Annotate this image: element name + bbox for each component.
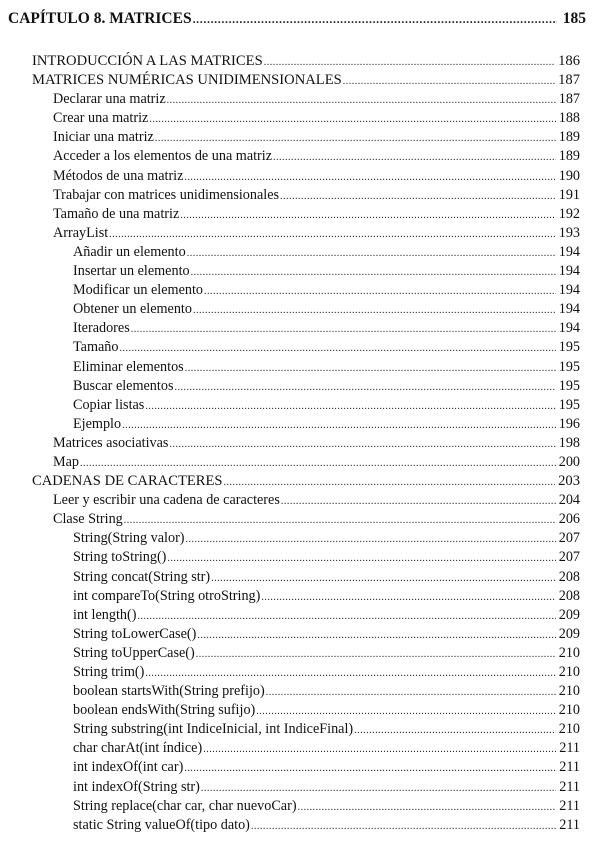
- toc-entry: [0, 720, 600, 739]
- toc-entry-title: String toLowerCase(): [73, 625, 197, 642]
- toc-entry: [0, 529, 600, 548]
- toc-entry: [0, 797, 600, 816]
- toc-entry-page-number: 210: [558, 702, 580, 719]
- toc-entry-page-number: 210: [558, 721, 580, 738]
- toc-entry-title: Trabajar con matrices unidimensionales: [53, 186, 280, 203]
- toc-entry-page-number: 191: [558, 186, 580, 203]
- dot-leader: [298, 798, 557, 817]
- toc-entry-title: Map: [53, 453, 80, 470]
- toc-entry-page-number: 211: [559, 797, 580, 814]
- toc-entry: [0, 319, 600, 338]
- toc-entry: [0, 568, 600, 587]
- toc-entry: [0, 663, 600, 682]
- dot-leader: [131, 320, 556, 339]
- dot-leader: [80, 454, 556, 473]
- toc-entry: [0, 625, 600, 644]
- toc-entry: [0, 109, 600, 128]
- toc-entry: [0, 224, 600, 243]
- toc-entry-page-number: 194: [558, 282, 580, 299]
- toc-entry: [0, 338, 600, 357]
- toc-entry-title: String replace(char car, char nuevoCar): [73, 797, 297, 814]
- toc-entry-page-number: 208: [558, 587, 580, 604]
- toc-entry-title: Buscar elementos: [73, 377, 174, 394]
- toc-entry-title: Copiar listas: [73, 396, 145, 413]
- toc-entry-page-number: 198: [558, 434, 580, 451]
- toc-entry-title: Modificar un elemento: [73, 282, 204, 299]
- dot-leader: [167, 91, 556, 110]
- toc-entry-page-number: 208: [558, 568, 580, 585]
- toc-entry-page-number: 207: [558, 549, 580, 566]
- dot-leader: [251, 817, 556, 836]
- toc-entry: [0, 128, 600, 147]
- toc-entry: [0, 701, 600, 720]
- dot-leader: [120, 339, 556, 358]
- toc-entry-page-number: 195: [558, 339, 580, 356]
- dot-leader: [196, 645, 556, 664]
- toc-entry-page-number: 188: [558, 110, 580, 127]
- toc-entry-title: ArrayList: [53, 224, 109, 241]
- toc-entry-title: int indexOf(int car): [73, 759, 184, 776]
- toc-entry: [0, 262, 600, 281]
- toc-entry: [0, 358, 600, 377]
- dot-leader: [264, 53, 555, 72]
- dot-leader: [281, 492, 556, 511]
- toc-entry: [0, 186, 600, 205]
- toc-entry-page-number: 186: [558, 53, 580, 69]
- dot-leader: [122, 416, 556, 435]
- toc-entry-title: String concat(String str): [73, 568, 211, 585]
- toc-entry-page-number: 211: [559, 759, 580, 776]
- toc-entry-page-number: 195: [558, 358, 580, 375]
- toc-entry-page-number: 209: [558, 606, 580, 623]
- dot-leader: [191, 263, 556, 282]
- toc-entry: [0, 167, 600, 186]
- toc-entry-title: Leer y escribir una cadena de caracteres: [53, 492, 280, 509]
- dot-leader: [167, 549, 555, 568]
- toc-entry-title: Ejemplo: [73, 415, 122, 432]
- dot-leader: [203, 740, 556, 759]
- toc-entry: [0, 816, 600, 835]
- toc-entry-title: Iteradores: [73, 320, 130, 337]
- toc-entry: [0, 453, 600, 472]
- toc-entry-page-number: 204: [558, 492, 580, 509]
- toc-entry-page-number: 200: [558, 453, 580, 470]
- toc-entry: [0, 606, 600, 625]
- toc-entry-page-number: 211: [559, 740, 580, 757]
- toc-entry-page-number: 206: [558, 511, 580, 528]
- toc-entry: [0, 52, 600, 71]
- toc-entry-title: Tamaño: [73, 339, 119, 356]
- toc-entry-title: Tamaño de una matriz: [53, 205, 180, 222]
- dot-leader: [201, 779, 556, 798]
- dot-leader: [211, 569, 556, 588]
- toc-entry: [0, 90, 600, 109]
- toc-entry: [0, 415, 600, 434]
- dot-leader: [149, 110, 555, 129]
- toc-entry-page-number: 203: [558, 473, 580, 490]
- toc-entry-title: char charAt(int índice): [73, 740, 203, 757]
- toc-entry-title: String substring(int IndiceInicial, int IndiceFinal): [73, 721, 354, 738]
- toc-entry-page-number: 211: [559, 816, 580, 833]
- toc-entry-page-number: 193: [558, 224, 580, 241]
- toc-entry: [0, 300, 600, 319]
- toc-entry-title: int indexOf(String str): [73, 778, 200, 795]
- dot-leader: [256, 702, 555, 721]
- toc-entry: [0, 491, 600, 510]
- toc-entry: [0, 682, 600, 701]
- toc-entry-page-number: 209: [558, 625, 580, 642]
- toc-entry-title: boolean startsWith(String prefijo): [73, 683, 265, 700]
- toc-entry-title: Insertar un elemento: [73, 263, 190, 280]
- toc-entry-page-number: 195: [558, 396, 580, 413]
- toc-entry-title: Métodos de una matriz: [53, 167, 184, 184]
- toc-entry-page-number: 210: [558, 664, 580, 680]
- dot-leader: [155, 129, 556, 148]
- toc-entry-title: Añadir un elemento: [73, 243, 186, 260]
- toc-entry-title: static String valueOf(tipo dato): [73, 816, 250, 833]
- toc-entry-title: Declarar una matriz: [53, 91, 166, 108]
- toc-entry-title: MATRICES NUMÉRICAS UNIDIMENSIONALES: [32, 72, 342, 89]
- toc-entry-title: Eliminar elementos: [73, 358, 184, 375]
- toc-entry: [0, 778, 600, 797]
- dot-leader: [193, 9, 557, 29]
- chapter-page-number: 185: [562, 10, 586, 27]
- dot-leader: [197, 626, 555, 645]
- dot-leader: [174, 378, 555, 397]
- toc-entry-page-number: 210: [558, 683, 580, 700]
- toc-entry-title: Iniciar una matriz: [53, 129, 154, 146]
- toc-entry-title: String(String valor): [73, 530, 185, 547]
- dot-leader: [204, 282, 556, 301]
- toc-entry-page-number: 190: [558, 167, 580, 184]
- toc-entry-title: INTRODUCCIÓN A LAS MATRICES: [32, 53, 263, 69]
- chapter-heading: [8, 9, 586, 29]
- toc-entry-title: int compareTo(String otroString): [73, 587, 261, 604]
- dot-leader: [124, 511, 556, 530]
- toc-entry-title: Acceder a los elementos de una matriz: [53, 148, 273, 165]
- toc-entry: [0, 644, 600, 663]
- dot-leader: [187, 244, 556, 263]
- toc-entry-page-number: 189: [558, 129, 580, 146]
- toc-entry: [0, 396, 600, 415]
- dot-leader: [273, 148, 556, 167]
- toc-entry-page-number: 210: [558, 644, 580, 661]
- dot-leader: [193, 301, 556, 320]
- toc-entry: [0, 71, 600, 90]
- toc-entry-page-number: 195: [558, 377, 580, 394]
- toc-entry-page-number: 194: [558, 243, 580, 260]
- toc-entry-title: Clase String: [53, 511, 123, 528]
- toc-entry-page-number: 207: [558, 530, 580, 547]
- dot-leader: [137, 607, 555, 626]
- toc-entry-title: Matrices asociativas: [53, 434, 169, 451]
- dot-leader: [145, 664, 555, 683]
- dot-leader: [145, 397, 555, 416]
- toc-entry-list: [0, 52, 600, 835]
- toc-entry: [0, 548, 600, 567]
- toc-entry: [0, 281, 600, 300]
- toc-entry-page-number: 194: [558, 320, 580, 337]
- dot-leader: [185, 359, 556, 378]
- dot-leader: [266, 683, 556, 702]
- toc-entry: [0, 434, 600, 453]
- toc-entry-page-number: 189: [558, 148, 580, 165]
- toc-entry-title: String toString(): [73, 549, 167, 566]
- toc-entry: [0, 739, 600, 758]
- toc-entry-title: CADENAS DE CARACTERES: [32, 473, 223, 490]
- dot-leader: [169, 435, 555, 454]
- toc-entry-page-number: 194: [558, 263, 580, 280]
- toc-entry: [0, 510, 600, 529]
- dot-leader: [343, 72, 555, 91]
- dot-leader: [184, 168, 555, 187]
- dot-leader: [109, 225, 556, 244]
- dot-leader: [280, 187, 556, 206]
- toc-entry-page-number: 211: [559, 778, 580, 795]
- dot-leader: [186, 530, 556, 549]
- dot-leader: [354, 721, 556, 740]
- toc-entry-page-number: 187: [558, 91, 580, 108]
- toc-entry: [0, 243, 600, 262]
- toc-entry-title: boolean endsWith(String sufijo): [73, 702, 256, 719]
- toc-entry-title: Crear una matriz: [53, 110, 149, 127]
- dot-leader: [224, 473, 556, 492]
- toc-entry-title: String toUpperCase(): [73, 644, 195, 661]
- toc-entry: [0, 758, 600, 777]
- dot-leader: [180, 206, 555, 225]
- toc-entry: [0, 377, 600, 396]
- toc-entry-title: String trim(): [73, 664, 145, 680]
- chapter-title: CAPÍTULO 8. MATRICES: [8, 10, 192, 27]
- toc-entry-page-number: 196: [558, 415, 580, 432]
- toc-entry-page-number: 192: [558, 205, 580, 222]
- toc-entry: [0, 472, 600, 491]
- toc-entry: [0, 147, 600, 166]
- dot-leader: [261, 588, 555, 607]
- toc-entry-page-number: 187: [558, 72, 580, 89]
- dot-leader: [184, 759, 556, 778]
- toc-entry: [0, 205, 600, 224]
- toc-entry: [0, 587, 600, 606]
- toc-entry-title: int length(): [73, 606, 137, 623]
- toc-entry-title: Obtener un elemento: [73, 301, 192, 318]
- toc-entry-page-number: 194: [558, 301, 580, 318]
